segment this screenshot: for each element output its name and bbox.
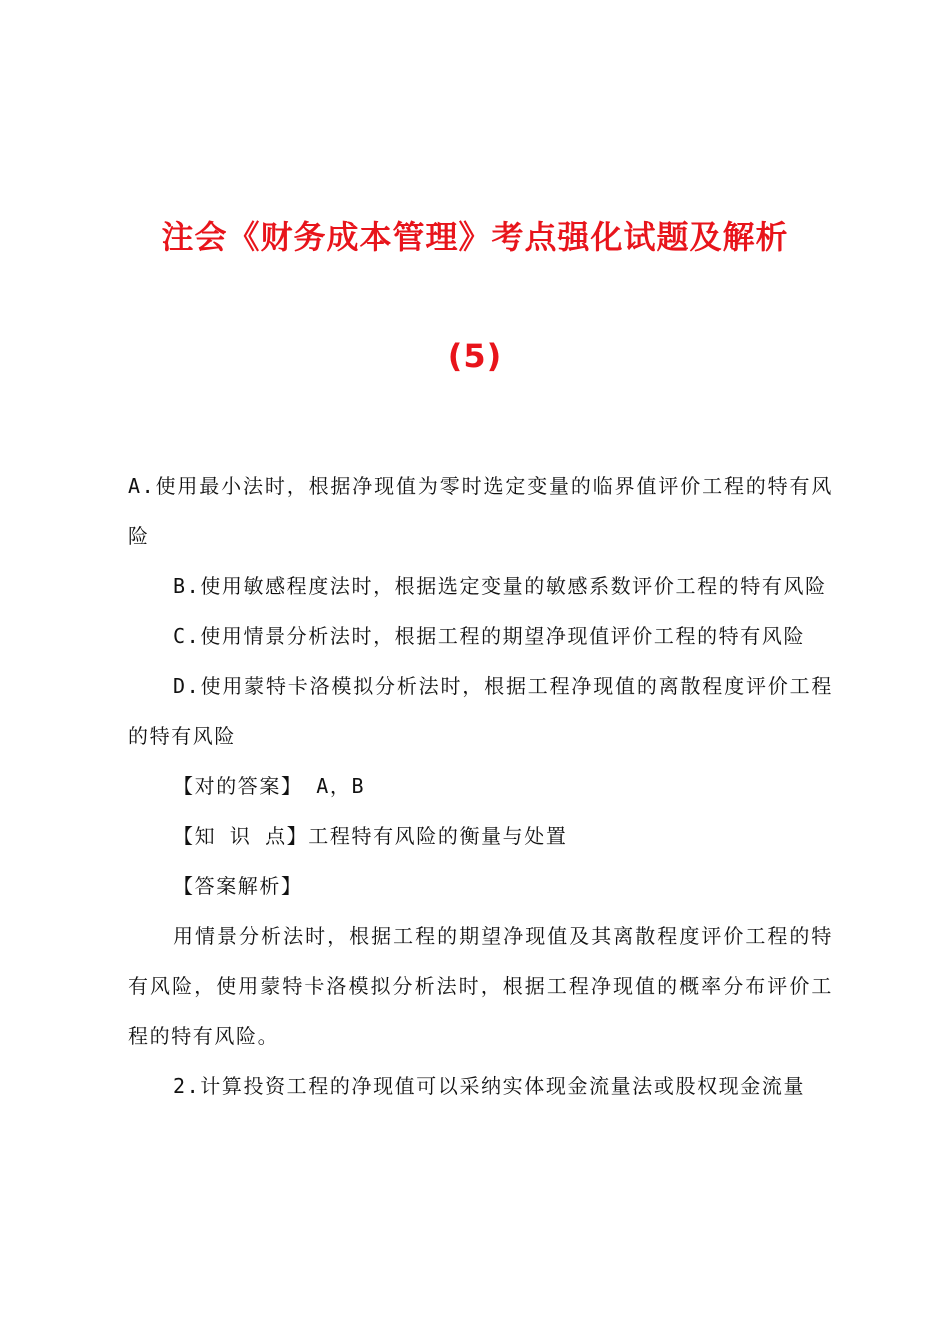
- document-body: [128, 461, 833, 1111]
- answer-line: 【对的答案】 A，B: [173, 774, 366, 798]
- document-title-number: (5): [447, 337, 503, 375]
- option-d: D.使用蒙特卡洛模拟分析法时，根据工程净现值的离散程度评价工程的特有风险: [128, 674, 833, 748]
- document-title: 注会《财务成本管理》考点强化试题及解析: [161, 218, 789, 256]
- option-a: A.使用最小法时，根据净现值为零时选定变量的临界值评价工程的特有风险: [128, 474, 833, 548]
- knowledge-point-line: 【知 识 点】工程特有风险的衡量与处置: [173, 824, 568, 848]
- analysis-text: 用情景分析法时，根据工程的期望净现值及其离散程度评价工程的特有风险，使用蒙特卡洛模拟分析法时，根据工程净现值的概率分布评价工程的特有风险。: [128, 924, 833, 1048]
- option-b: B.使用敏感程度法时，根据选定变量的敏感系数评价工程的特有风险: [173, 574, 827, 598]
- option-c: C.使用情景分析法时，根据工程的期望净现值评价工程的特有风险: [173, 624, 806, 648]
- analysis-heading: 【答案解析】: [173, 874, 303, 898]
- question-2: 2.计算投资工程的净现值可以采纳实体现金流量法或股权现金流量: [173, 1074, 806, 1098]
